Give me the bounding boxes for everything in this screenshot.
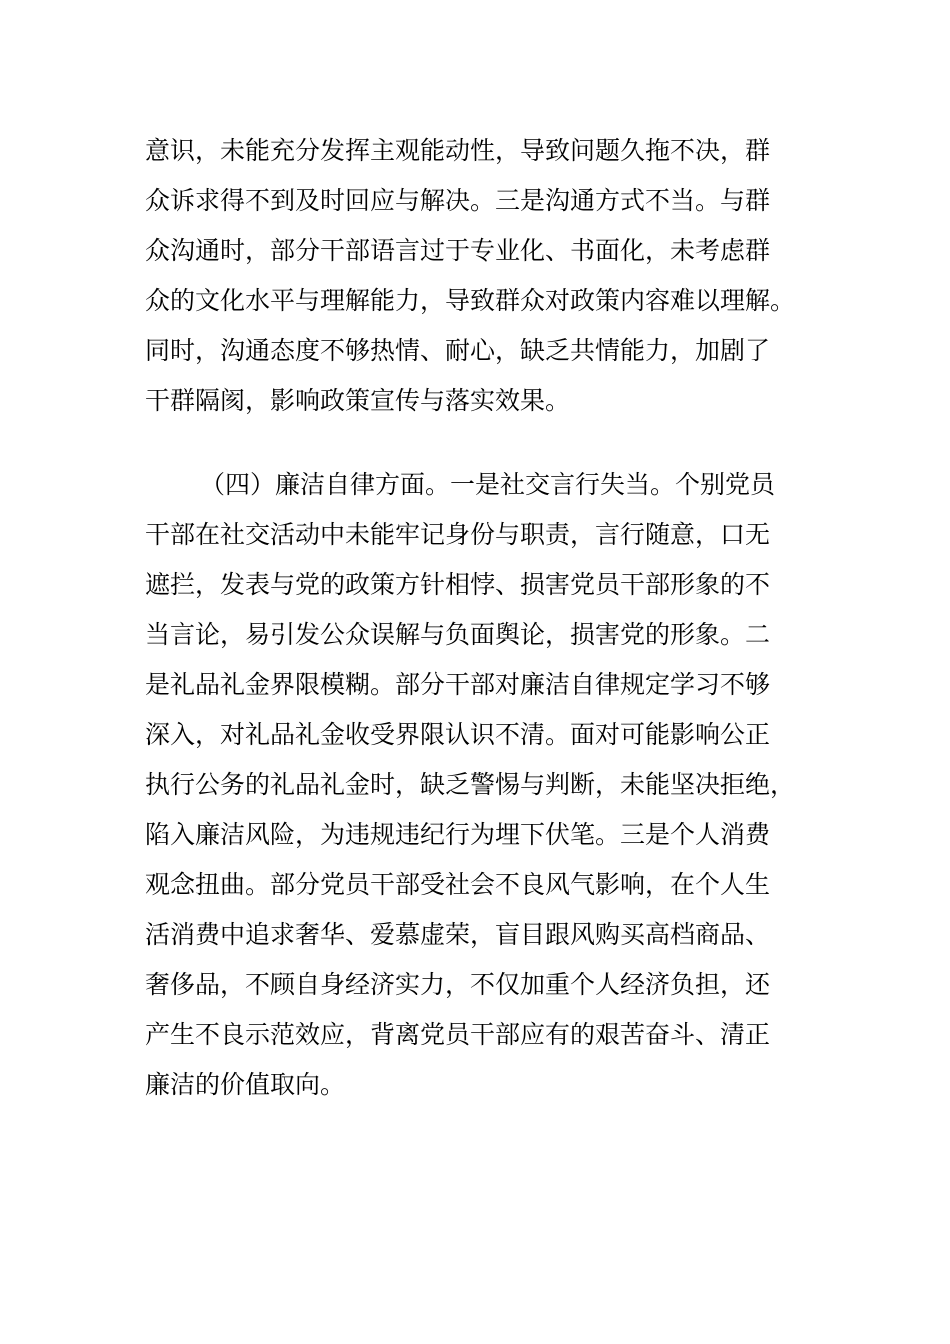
text-line: 众沟通时，部分干部语言过于专业化、书面化，未考虑群	[145, 236, 771, 265]
text-line: 遮拦，发表与党的政策方针相悖、损害党员干部形象的不	[145, 570, 771, 599]
text-line: 干群隔阂，影响政策宣传与落实效果。	[145, 386, 571, 415]
text-line: 陷入廉洁风险，为违规违纪行为埋下伏笔。三是个人消费	[145, 820, 771, 849]
text-line: 众的文化水平与理解能力，导致群众对政策内容难以理解。	[145, 286, 796, 315]
section-heading-line: （四）廉洁自律方面。一是社交言行失当。个别党员	[200, 470, 776, 499]
text-line: 意识，未能充分发挥主观能动性，导致问题久拖不决，群	[145, 136, 771, 165]
text-line: 众诉求得不到及时回应与解决。三是沟通方式不当。与群	[145, 186, 771, 215]
text-line: 干部在社交活动中未能牢记身份与职责，言行随意，口无	[145, 520, 771, 549]
text-line: 廉洁的价值取向。	[145, 1070, 346, 1099]
text-line: 活消费中追求奢华、爱慕虚荣，盲目跟风购买高档商品、	[145, 920, 771, 949]
text-line: 产生不良示范效应，背离党员干部应有的艰苦奋斗、清正	[145, 1020, 771, 1049]
text-line: 执行公务的礼品礼金时，缺乏警惕与判断，未能坚决拒绝，	[145, 770, 796, 799]
text-line: 深入，对礼品礼金收受界限认识不清。面对可能影响公正	[145, 720, 771, 749]
text-line: 奢侈品，不顾自身经济实力，不仅加重个人经济负担，还	[145, 970, 771, 999]
text-line: 观念扭曲。部分党员干部受社会不良风气影响，在个人生	[145, 870, 771, 899]
text-line: 当言论，易引发公众误解与负面舆论，损害党的形象。二	[145, 620, 771, 649]
text-line: 是礼品礼金界限模糊。部分干部对廉洁自律规定学习不够	[145, 670, 771, 699]
text-line: 同时，沟通态度不够热情、耐心，缺乏共情能力，加剧了	[145, 336, 771, 365]
